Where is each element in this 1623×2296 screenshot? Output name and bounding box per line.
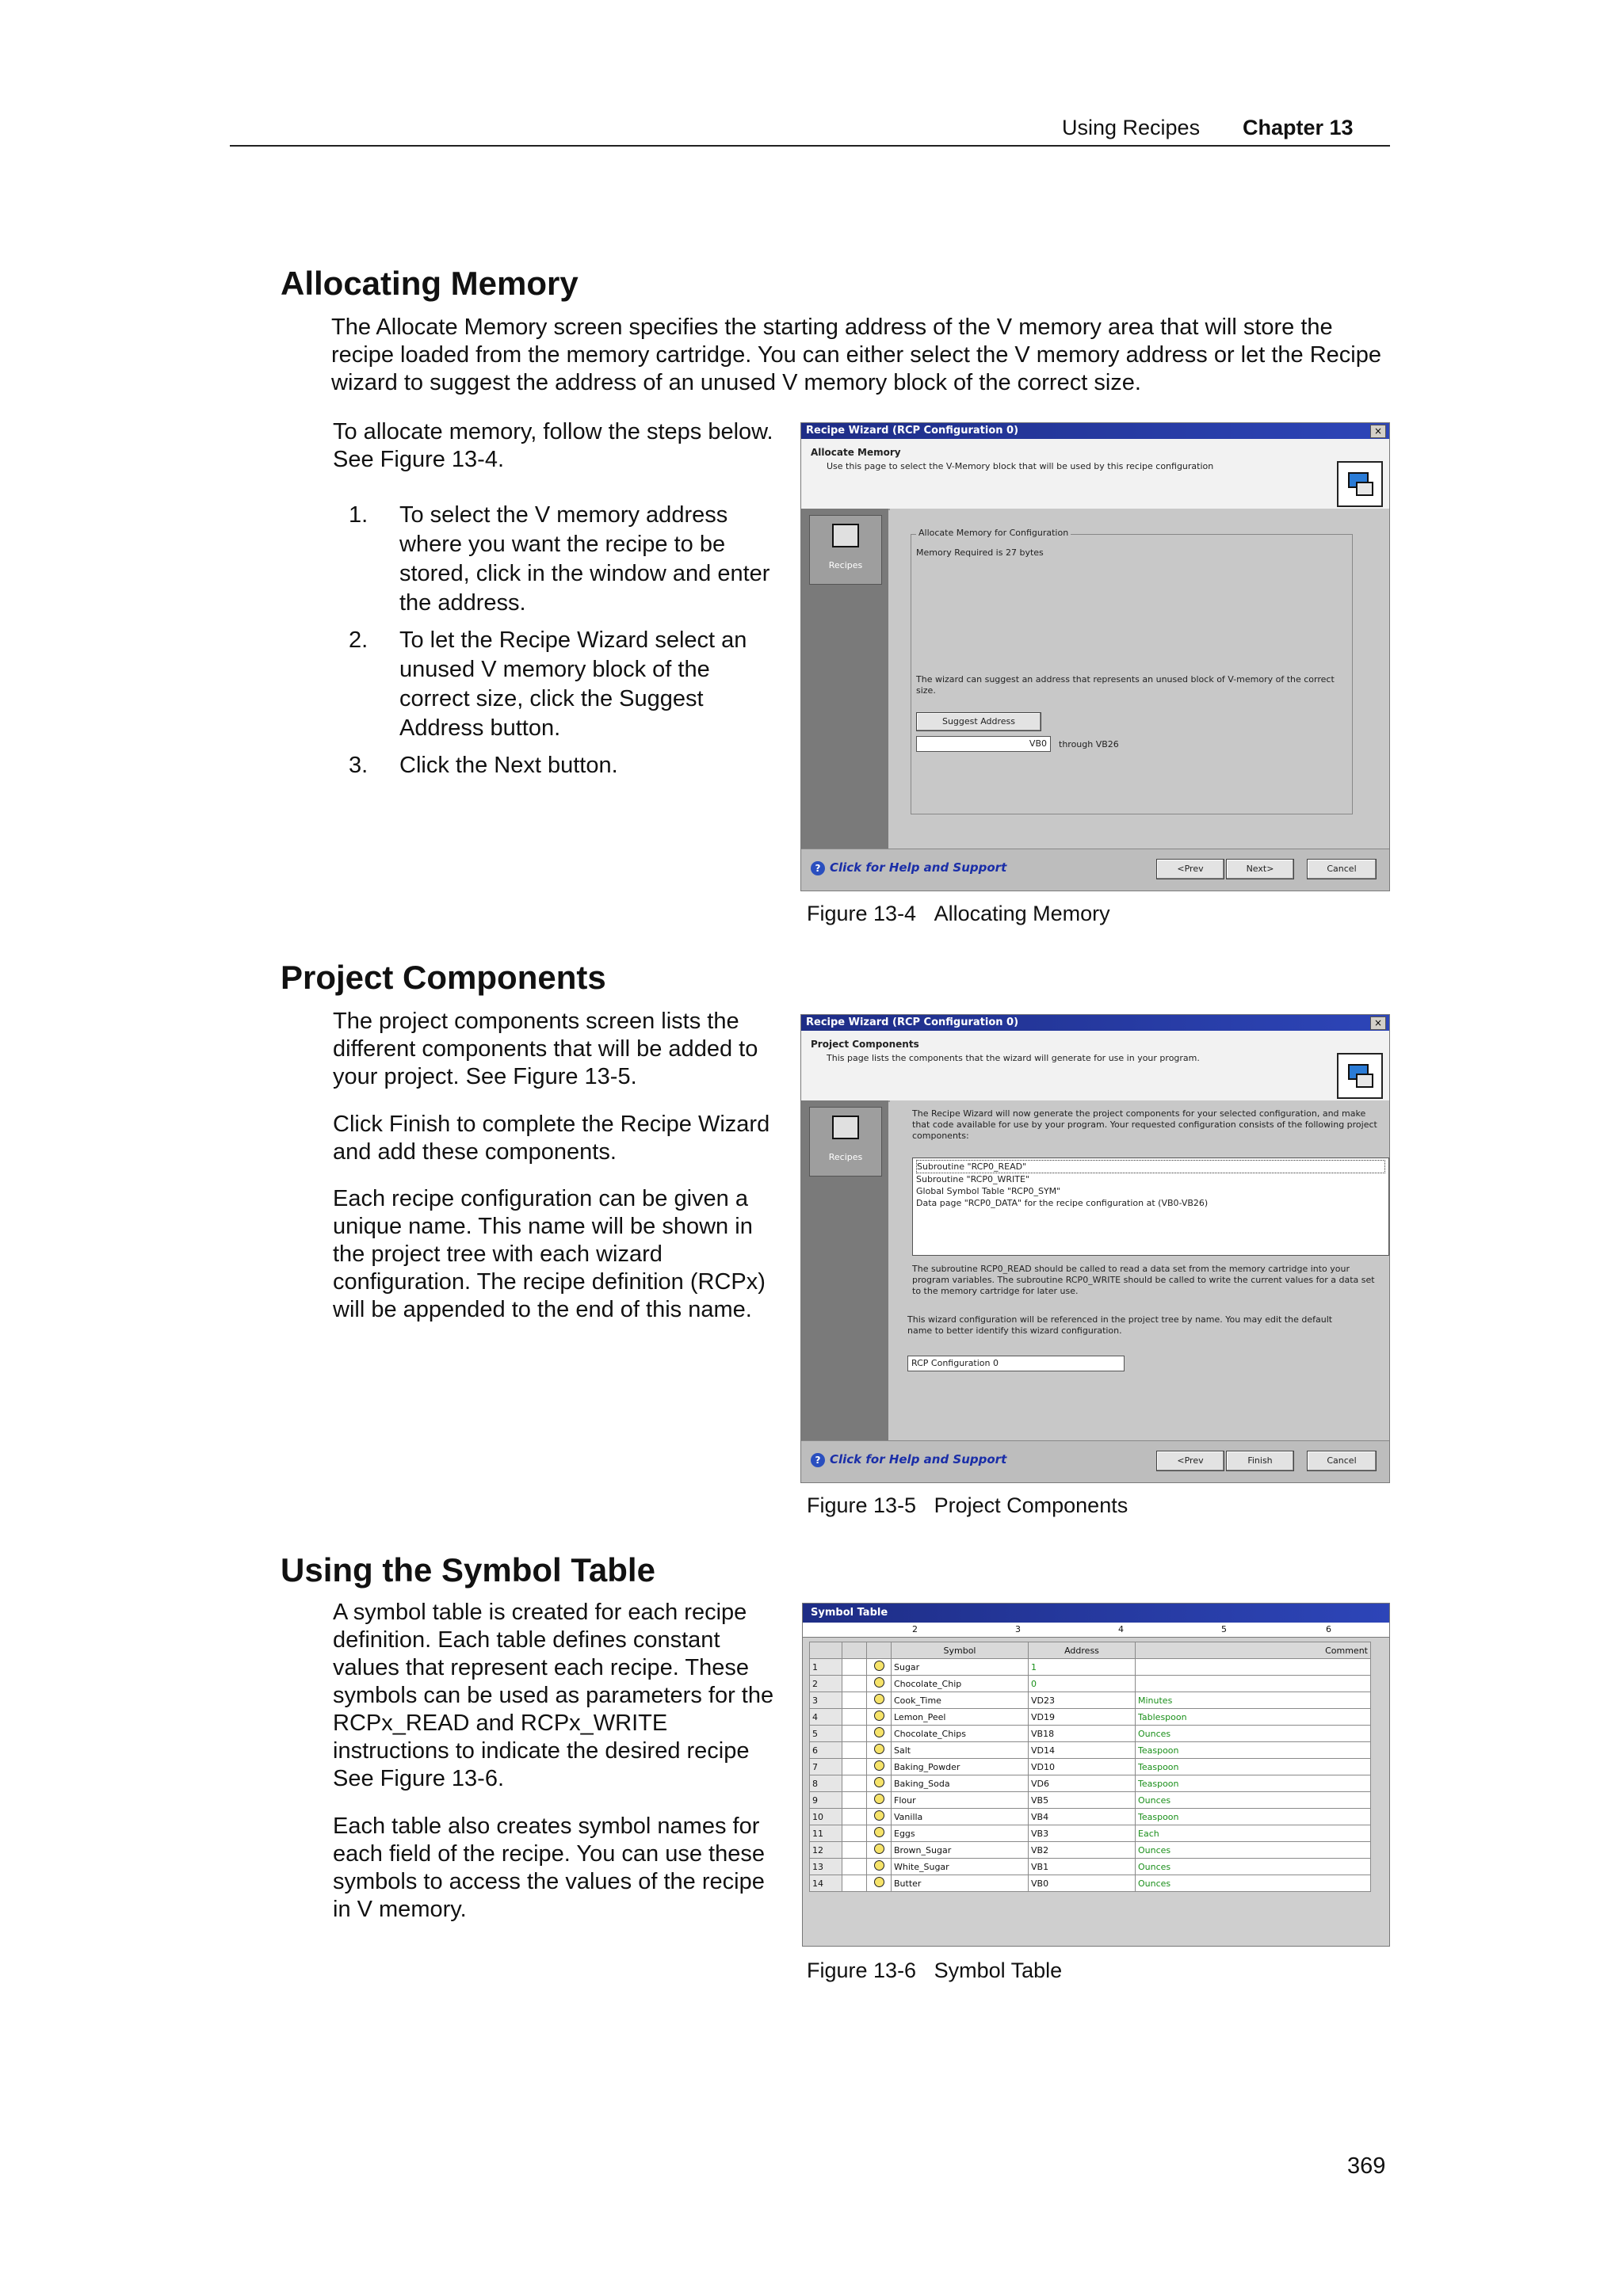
step-item <box>333 501 777 618</box>
address-cell[interactable]: VD19 <box>1029 1709 1136 1726</box>
running-header-chapter: Chapter 13 <box>1243 116 1354 139</box>
row-number[interactable]: 7 <box>810 1759 842 1775</box>
row-number[interactable]: 11 <box>810 1825 842 1842</box>
column-ruler <box>803 1623 1389 1638</box>
row-number[interactable]: 10 <box>810 1809 842 1825</box>
table-row[interactable] <box>810 1676 1371 1692</box>
wizard-step-title: Allocate Memory <box>811 447 901 458</box>
symbol-icon <box>874 1860 884 1871</box>
help-link-label: Click for Help and Support <box>830 860 1007 875</box>
row-selector[interactable] <box>842 1726 867 1742</box>
symbol-icon <box>874 1877 884 1887</box>
next-button[interactable]: Next> <box>1226 859 1294 879</box>
allocating-steps <box>333 501 777 788</box>
row-number[interactable]: 6 <box>810 1742 842 1759</box>
symbol-icon <box>874 1827 884 1837</box>
symbol-icon-cell[interactable] <box>867 1825 892 1842</box>
figure-number: Figure 13-4 <box>807 902 917 925</box>
symbol-icon <box>874 1727 884 1737</box>
comment-cell[interactable]: Each <box>1136 1825 1371 1842</box>
symbol-cell[interactable]: Vanilla <box>892 1809 1029 1825</box>
dialog-footer <box>801 1440 1389 1482</box>
row-number[interactable]: 8 <box>810 1775 842 1792</box>
symbol-cell[interactable]: Flour <box>892 1792 1029 1809</box>
dialog-content <box>890 509 1389 849</box>
name-note: This wizard configuration will be referenced in the project tree by name. You may edit the default name to better identify this wizard configuration. <box>907 1314 1333 1336</box>
status-icon-header <box>867 1642 892 1659</box>
allocate-memory-dialog <box>800 422 1390 891</box>
address-cell[interactable]: VB0 <box>1029 1875 1136 1892</box>
comment-column-header[interactable]: Comment <box>1136 1642 1371 1659</box>
table-row[interactable] <box>810 1875 1371 1892</box>
header-rule <box>230 145 1390 147</box>
step-number: 1. <box>349 502 369 528</box>
figure-number: Figure 13-5 <box>807 1493 917 1517</box>
allocating-intro: The Allocate Memory screen specifies the starting address of the V memory area that will store the recipe loaded from the memory cartridge. You can either select the V memory address or let the Recipe wizard to suggest the address of an unused V memory block of the correct size. <box>331 315 1381 395</box>
figure-caption <box>807 1958 1062 1983</box>
symbol-icon-cell[interactable] <box>867 1759 892 1775</box>
row-selector[interactable] <box>842 1676 867 1692</box>
row-number[interactable]: 14 <box>810 1875 842 1892</box>
comment-cell[interactable]: Ounces <box>1136 1842 1371 1859</box>
ruler-mark: 6 <box>1326 1624 1331 1634</box>
comment-cell[interactable]: Teaspoon <box>1136 1775 1371 1792</box>
wizard-icon <box>1337 461 1383 507</box>
symbol-cell[interactable]: Lemon_Peel <box>892 1709 1029 1726</box>
symbol-icon-cell[interactable] <box>867 1709 892 1726</box>
comment-cell[interactable]: Teaspoon <box>1136 1809 1371 1825</box>
symbol-cell[interactable]: Cook_Time <box>892 1692 1029 1709</box>
address-cell[interactable]: VD10 <box>1029 1759 1136 1775</box>
list-item[interactable]: Data page "RCP0_DATA" for the recipe configuration at (VB0-VB26) <box>916 1198 1209 1208</box>
project-para-2: Click Finish to complete the Recipe Wizard and add these components. <box>333 1112 770 1165</box>
table-row[interactable] <box>810 1809 1371 1825</box>
figure-title: Allocating Memory <box>934 902 1110 925</box>
address-cell[interactable]: VB3 <box>1029 1825 1136 1842</box>
page-number: 369 <box>1347 2153 1386 2179</box>
help-link[interactable] <box>811 860 1006 875</box>
symbol-icon-cell[interactable] <box>867 1659 892 1676</box>
status-icon-header <box>842 1642 867 1659</box>
symbol-icon <box>874 1694 884 1704</box>
symbol-icon <box>874 1844 884 1854</box>
symbol-cell[interactable]: Salt <box>892 1742 1029 1759</box>
row-selector[interactable] <box>842 1775 867 1792</box>
ruler-mark: 2 <box>912 1624 918 1634</box>
symbol-icon <box>874 1744 884 1754</box>
cancel-button[interactable]: Cancel <box>1307 859 1377 879</box>
row-selector[interactable] <box>842 1859 867 1875</box>
symbol-para-2: Each table also creates symbol names for each field of the recipe. You can use these symbols to access the values of the recipe in V memory. <box>333 1814 765 1922</box>
address-cell[interactable]: VD23 <box>1029 1692 1136 1709</box>
groupbox-legend: Allocate Memory for Configuration <box>916 528 1071 538</box>
allocating-lead: To allocate memory, follow the steps below. See Figure 13-4. <box>333 419 773 472</box>
table-row[interactable] <box>810 1659 1371 1676</box>
section-heading-allocating-memory: Allocating Memory <box>281 265 579 302</box>
wizard-step-title: Project Components <box>811 1039 919 1050</box>
comment-cell[interactable]: Ounces <box>1136 1875 1371 1892</box>
row-selector[interactable] <box>842 1875 867 1892</box>
step-number: 2. <box>349 627 369 653</box>
symbol-para-1: A symbol table is created for each recipe definition. Each table defines constant values that represent each recipe. These symbols can be used as parameters for the RCPx_READ and RCPx_WRITE instructions to indicate the desired recipe See Figure 13-6. <box>333 1600 774 1791</box>
project-para-3: Each recipe configuration can be given a unique name. This name will be shown in the project tree with each wizard configuration. The recipe definition (RCPx) will be appended to the end of this name. <box>333 1186 766 1322</box>
step-text: Click the Next button. <box>399 753 618 778</box>
comment-cell[interactable] <box>1136 1676 1371 1692</box>
row-number[interactable]: 5 <box>810 1726 842 1742</box>
section-heading-symbol-table: Using the Symbol Table <box>281 1551 655 1589</box>
row-number[interactable]: 12 <box>810 1842 842 1859</box>
symbol-cell[interactable]: Chocolate_Chip <box>892 1676 1029 1692</box>
row-number[interactable]: 1 <box>810 1659 842 1676</box>
prev-button[interactable]: <Prev <box>1156 859 1224 879</box>
help-icon: ? <box>811 1453 825 1467</box>
symbol-icon-cell[interactable] <box>867 1875 892 1892</box>
table-row[interactable] <box>810 1709 1371 1726</box>
wizard-icon <box>1337 1053 1383 1099</box>
row-number[interactable]: 2 <box>810 1676 842 1692</box>
ruler-mark: 3 <box>1015 1624 1021 1634</box>
symbol-icon <box>874 1711 884 1721</box>
comment-cell[interactable]: Ounces <box>1136 1726 1371 1742</box>
row-number[interactable]: 4 <box>810 1709 842 1726</box>
symbol-icon-cell[interactable] <box>867 1742 892 1759</box>
comment-cell[interactable] <box>1136 1659 1371 1676</box>
symbol-icon-cell[interactable] <box>867 1775 892 1792</box>
dialog-header-panel <box>801 1031 1389 1102</box>
symbol-cell[interactable]: Chocolate_Chips <box>892 1726 1029 1742</box>
dialog-title: Recipe Wizard (RCP Configuration 0) <box>801 423 1389 439</box>
step-item <box>333 626 777 743</box>
symbol-table-window <box>802 1603 1390 1947</box>
row-number[interactable]: 9 <box>810 1792 842 1809</box>
row-number[interactable]: 13 <box>810 1859 842 1875</box>
comment-cell[interactable]: Ounces <box>1136 1859 1371 1875</box>
address-cell[interactable]: VB18 <box>1029 1726 1136 1742</box>
row-number[interactable]: 3 <box>810 1692 842 1709</box>
dialog-title: Recipe Wizard (RCP Configuration 0) <box>801 1015 1389 1031</box>
symbol-icon-cell[interactable] <box>867 1792 892 1809</box>
address-cell[interactable]: VB1 <box>1029 1859 1136 1875</box>
address-cell[interactable]: VD6 <box>1029 1775 1136 1792</box>
comment-cell[interactable]: Tablespoon <box>1136 1709 1371 1726</box>
table-row[interactable] <box>810 1825 1371 1842</box>
table-row[interactable] <box>810 1742 1371 1759</box>
address-input[interactable]: VB0 <box>916 736 1051 752</box>
row-selector[interactable] <box>842 1742 867 1759</box>
address-column-header[interactable]: Address <box>1029 1642 1136 1659</box>
sidebar-item-recipes[interactable] <box>809 515 882 585</box>
comment-cell[interactable]: Teaspoon <box>1136 1759 1371 1775</box>
allocate-memory-groupbox <box>911 528 1353 814</box>
figure-caption <box>807 902 1110 926</box>
step-text: To let the Recipe Wizard select an unused V memory block of the correct size, click the Suggest Address button. <box>399 627 747 741</box>
address-cell[interactable]: VB2 <box>1029 1842 1136 1859</box>
close-button[interactable]: × <box>1370 425 1386 438</box>
comment-cell[interactable]: Ounces <box>1136 1792 1371 1809</box>
symbol-cell[interactable]: White_Sugar <box>892 1859 1029 1875</box>
address-cell[interactable]: VB4 <box>1029 1809 1136 1825</box>
recipe-icon <box>832 1116 859 1139</box>
table-row[interactable] <box>810 1792 1371 1809</box>
dialog-footer <box>801 849 1389 891</box>
comment-cell[interactable]: Minutes <box>1136 1692 1371 1709</box>
row-selector[interactable] <box>842 1692 867 1709</box>
table-row[interactable] <box>810 1759 1371 1775</box>
symbol-cell[interactable]: Brown_Sugar <box>892 1842 1029 1859</box>
dialog-header-panel <box>801 439 1389 510</box>
prev-button[interactable]: <Prev <box>1156 1451 1224 1471</box>
wizard-step-description: Use this page to select the V-Memory block that will be used by this recipe configuration <box>827 461 1214 471</box>
row-selector[interactable] <box>842 1659 867 1676</box>
sidebar-item-recipes[interactable] <box>809 1107 882 1177</box>
address-cell[interactable]: 0 <box>1029 1676 1136 1692</box>
address-cell[interactable]: VB5 <box>1029 1792 1136 1809</box>
figure-caption <box>807 1493 1128 1518</box>
symbol-cell[interactable]: Eggs <box>892 1825 1029 1842</box>
symbol-cell[interactable]: Baking_Powder <box>892 1759 1029 1775</box>
symbol-icon <box>874 1661 884 1671</box>
symbol-icon <box>874 1760 884 1771</box>
step-item <box>333 751 777 780</box>
table-row[interactable] <box>810 1842 1371 1859</box>
symbol-table-title: Symbol Table <box>803 1604 1389 1623</box>
symbol-cell[interactable]: Butter <box>892 1875 1029 1892</box>
symbol-icon-cell[interactable] <box>867 1842 892 1859</box>
step-text: To select the V memory address where you want the recipe to be stored, click in the window and enter the address. <box>399 502 770 616</box>
sidebar-item-label: Recipes <box>828 560 863 570</box>
sidebar-item-label: Recipes <box>828 1152 863 1162</box>
table-row[interactable] <box>810 1726 1371 1742</box>
dialog-content <box>890 1100 1389 1441</box>
symbol-icon <box>874 1777 884 1787</box>
table-row[interactable] <box>810 1859 1371 1875</box>
row-selector[interactable] <box>842 1792 867 1809</box>
project-para-1: The project components screen lists the different components that will be added to your project. See Figure 13-5. <box>333 1009 758 1089</box>
symbol-icon-cell[interactable] <box>867 1692 892 1709</box>
symbol-cell[interactable]: Sugar <box>892 1659 1029 1676</box>
suggest-description: The wizard can suggest an address that represents an unused block of V-memory of the correct size. <box>916 674 1335 696</box>
table-row[interactable] <box>810 1692 1371 1709</box>
help-link[interactable] <box>811 1452 1006 1467</box>
project-components-dialog <box>800 1014 1390 1483</box>
symbol-icon-cell[interactable] <box>867 1859 892 1875</box>
ruler-mark: 4 <box>1118 1624 1124 1634</box>
table-header-row <box>810 1642 1371 1659</box>
comment-cell[interactable]: Teaspoon <box>1136 1742 1371 1759</box>
close-button[interactable]: × <box>1370 1016 1386 1030</box>
row-selector[interactable] <box>842 1825 867 1842</box>
cancel-button[interactable]: Cancel <box>1307 1451 1377 1471</box>
wizard-sidebar <box>801 509 888 849</box>
symbol-icon <box>874 1810 884 1821</box>
symbol-icon-cell[interactable] <box>867 1726 892 1742</box>
row-number-header <box>810 1642 842 1659</box>
row-selector[interactable] <box>842 1759 867 1775</box>
list-item[interactable]: Subroutine "RCP0_READ" <box>916 1160 1385 1173</box>
subroutine-note: The subroutine RCP0_READ should be called to read a data set from the memory cartridge into your program variables. The subroutine RCP0_WRITE should be called to write the current values for a data set to the memory cartridge for later use. <box>912 1264 1375 1296</box>
figure-title: Symbol Table <box>934 1958 1063 1982</box>
step-number: 3. <box>349 753 369 778</box>
symbol-icon <box>874 1677 884 1688</box>
table-row[interactable] <box>810 1775 1371 1792</box>
through-address-text: through VB26 <box>1059 739 1119 749</box>
components-intro: The Recipe Wizard will now generate the project components for your selected configuration, and make that code available for use by your program. Your requested configuration consists of the following project components: <box>912 1108 1377 1141</box>
help-icon: ? <box>811 861 825 875</box>
help-link-label: Click for Help and Support <box>830 1452 1007 1466</box>
finish-button[interactable]: Finish <box>1226 1451 1294 1471</box>
row-selector[interactable] <box>842 1709 867 1726</box>
row-selector[interactable] <box>842 1809 867 1825</box>
symbol-icon-cell[interactable] <box>867 1809 892 1825</box>
symbol-table <box>809 1642 1371 1892</box>
recipe-icon <box>832 524 859 547</box>
figure-number: Figure 13-6 <box>807 1958 917 1982</box>
symbol-icon <box>874 1794 884 1804</box>
configuration-name-input[interactable]: RCP Configuration 0 <box>907 1356 1125 1371</box>
section-heading-project-components: Project Components <box>281 959 606 996</box>
memory-required-text: Memory Required is 27 bytes <box>916 547 1044 558</box>
wizard-sidebar <box>801 1100 888 1441</box>
list-item[interactable]: Global Symbol Table "RCP0_SYM" <box>916 1186 1061 1196</box>
symbol-icon-cell[interactable] <box>867 1676 892 1692</box>
address-cell[interactable]: VD14 <box>1029 1742 1136 1759</box>
address-cell[interactable]: 1 <box>1029 1659 1136 1676</box>
running-header-section: Using Recipes <box>1062 116 1201 139</box>
list-item[interactable]: Subroutine "RCP0_WRITE" <box>916 1174 1029 1184</box>
symbol-column-header[interactable]: Symbol <box>892 1642 1029 1659</box>
row-selector[interactable] <box>842 1842 867 1859</box>
suggest-address-button[interactable]: Suggest Address <box>916 712 1041 731</box>
ruler-mark: 5 <box>1221 1624 1227 1634</box>
figure-title: Project Components <box>934 1493 1128 1517</box>
symbol-cell[interactable]: Baking_Soda <box>892 1775 1029 1792</box>
wizard-step-description: This page lists the components that the wizard will generate for use in your program. <box>827 1053 1200 1063</box>
components-list[interactable] <box>912 1158 1389 1256</box>
